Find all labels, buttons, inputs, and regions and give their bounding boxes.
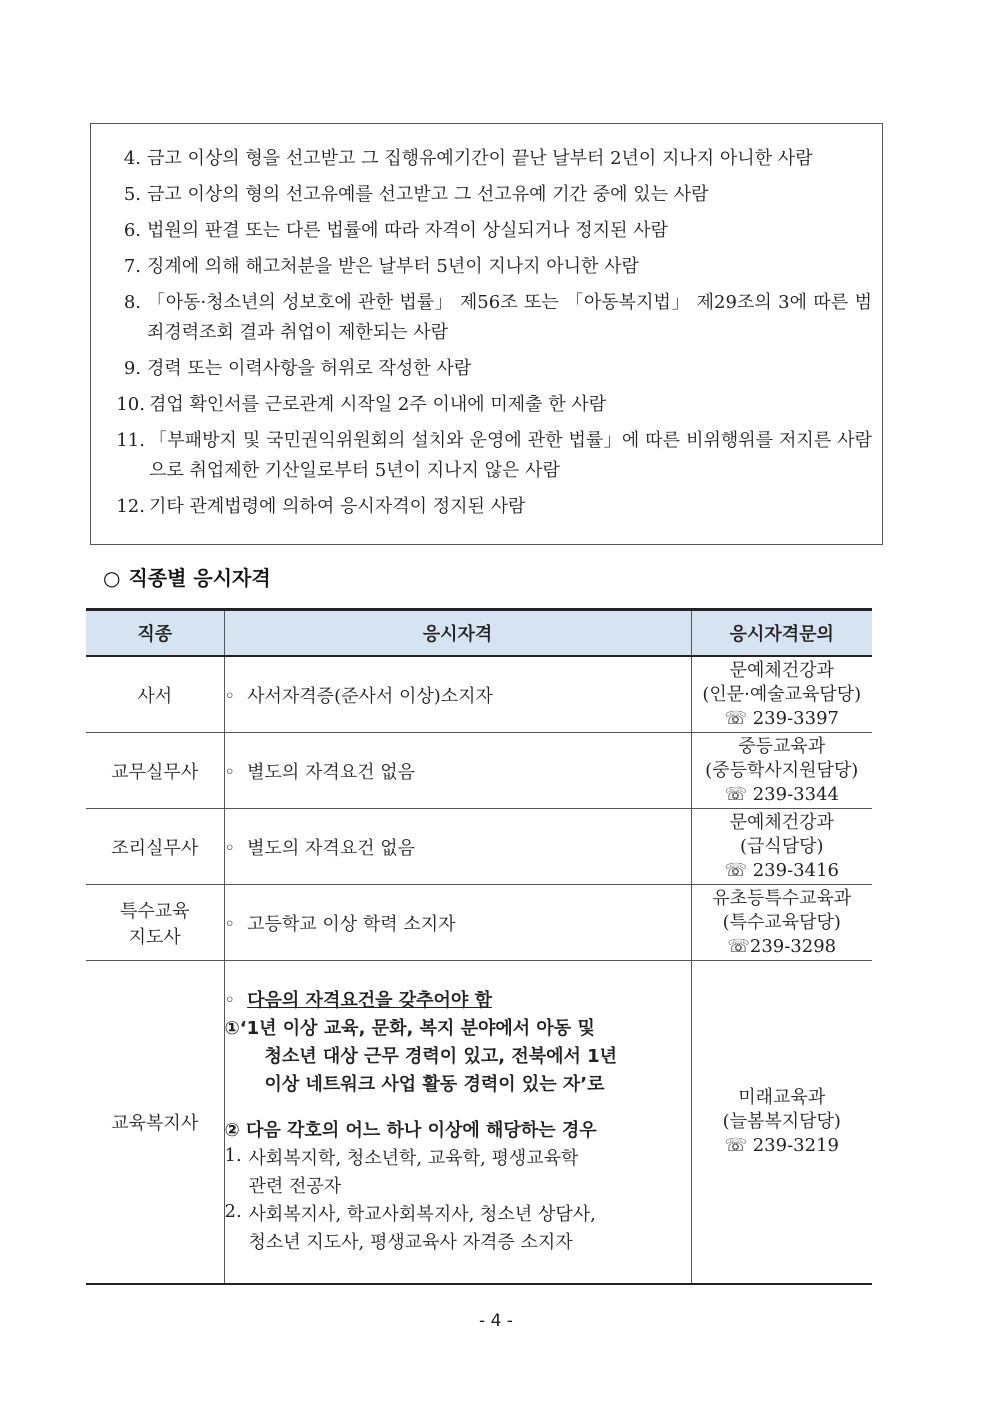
- phone-number: ☏ 239-3416: [724, 859, 839, 881]
- header-contact: 응시자격문의: [691, 610, 872, 657]
- list-item: 12. 기타 관계법령에 의하여 응시자격이 정지된 사람: [116, 496, 526, 517]
- qualification-cell: ◦ 사서자격증(준사서 이상)소지자: [224, 656, 691, 733]
- list-item: 4. 금고 이상의 형을 선고받고 그 집행유예기간이 끝난 날부터 2년이 지나지 아니한 사람: [123, 148, 813, 169]
- contact-cell: 문예체건강과 (인문·예술교육담당) ☏ 239-3397: [691, 656, 872, 733]
- table-row: [86, 656, 872, 733]
- phone-number: ☏ 239-3344: [724, 783, 839, 805]
- table-row: [86, 961, 872, 1285]
- job-cell: 조리실무사: [86, 809, 224, 885]
- table-header-row: [86, 610, 872, 657]
- list-item: 9. 경력 또는 이력사항을 허위로 작성한 사람: [123, 358, 472, 379]
- contact-cell: 유초등특수교육과 (특수교육담당) ☏239-3298: [691, 885, 872, 961]
- list-item: 2. 사회복지사, 학교사회복지사, 청소년 상담사, 청소년 지도사, 평생교육사 자격증 소지자: [224, 1201, 596, 1253]
- job-cell: 교육복지사: [86, 961, 224, 1285]
- qualification-cell: ◦ 별도의 자격요건 없음: [224, 809, 691, 885]
- qualification-cell: ◦ 고등학교 이상 학력 소지자: [224, 885, 691, 961]
- job-cell: 교무실무사: [86, 733, 224, 809]
- disqualification-box: [90, 123, 883, 545]
- contact-cell: 중등교육과 (중등학사지원담당) ☏ 239-3344: [691, 733, 872, 809]
- list-item: 10. 겸업 확인서를 근로관계 시작일 2주 이내에 미제출 한 사람: [116, 394, 607, 415]
- phone-number: ☏239-3298: [727, 935, 837, 957]
- job-cell: 특수교육 지도사: [86, 885, 224, 961]
- table-row: [86, 809, 872, 885]
- table-row: [86, 733, 872, 809]
- phone-number: ☏ 239-3397: [724, 707, 839, 729]
- table-row: [86, 885, 872, 961]
- qualification-cell: ◦ 다음의 자격요건을 갖추어야 함 ①‘1년 이상 교육, 문화, 복지 분야에서 아동 및 청소년 대상 근무 경력이 있고, 전북에서 1년 이상 네트워크 사업 활동 경력이 있는 자’로 ② 다음 각호의 어느 하나 이상에 해당하는 경우 1. 사회복지학, 청소년학, 교육학, 평생교육학 관련 전공자 2. 사회복지사, 학교사회복지사, 청소년 상담사, 청소년 지도사, 평생교육사 자격증 소지자: [224, 961, 691, 1285]
- section-heading: ○ 직종별 응시자격: [103, 566, 271, 590]
- contact-cell: 문예체건강과 (급식담당) ☏ 239-3416: [691, 809, 872, 885]
- job-cell: 사서: [86, 656, 224, 733]
- list-item: 11. 「부패방지 및 국민권익위원회의 설치와 운영에 관한 법률」에 따른 비위행위를 저지른 사람으로 취업제한 기산일로부터 5년이 지나지 않은 사람: [116, 430, 872, 481]
- header-job: 직종: [86, 610, 224, 657]
- header-qualification: 응시자격: [224, 610, 691, 657]
- circle-bullet-icon: ○: [103, 566, 121, 590]
- qualification-table: [86, 608, 872, 1285]
- contact-cell: 미래교육과 (늘봄복지담당) ☏ 239-3219: [691, 961, 872, 1285]
- list-item: 1. 사회복지학, 청소년학, 교육학, 평생교육학 관련 전공자: [224, 1145, 579, 1197]
- qualification-cell: ◦ 별도의 자격요건 없음: [224, 733, 691, 809]
- phone-number: ☏ 239-3219: [724, 1135, 839, 1156]
- list-item: 6. 법원의 판결 또는 다른 법률에 따라 자격이 상실되거나 정지된 사람: [123, 220, 668, 241]
- list-item: 7. 징계에 의해 해고처분을 받은 날부터 5년이 지나지 아니한 사람: [123, 256, 639, 277]
- page-number: - 4 -: [479, 1311, 513, 1331]
- list-item: 5. 금고 이상의 형의 선고유예를 선고받고 그 선고유예 기간 중에 있는 사람: [123, 184, 709, 205]
- list-item: 8. 「아동·청소년의 성보호에 관한 법률」 제56조 또는 「아동복지법」 제29조의 3에 따른 범죄경력조회 결과 취업이 제한되는 사람: [123, 292, 872, 343]
